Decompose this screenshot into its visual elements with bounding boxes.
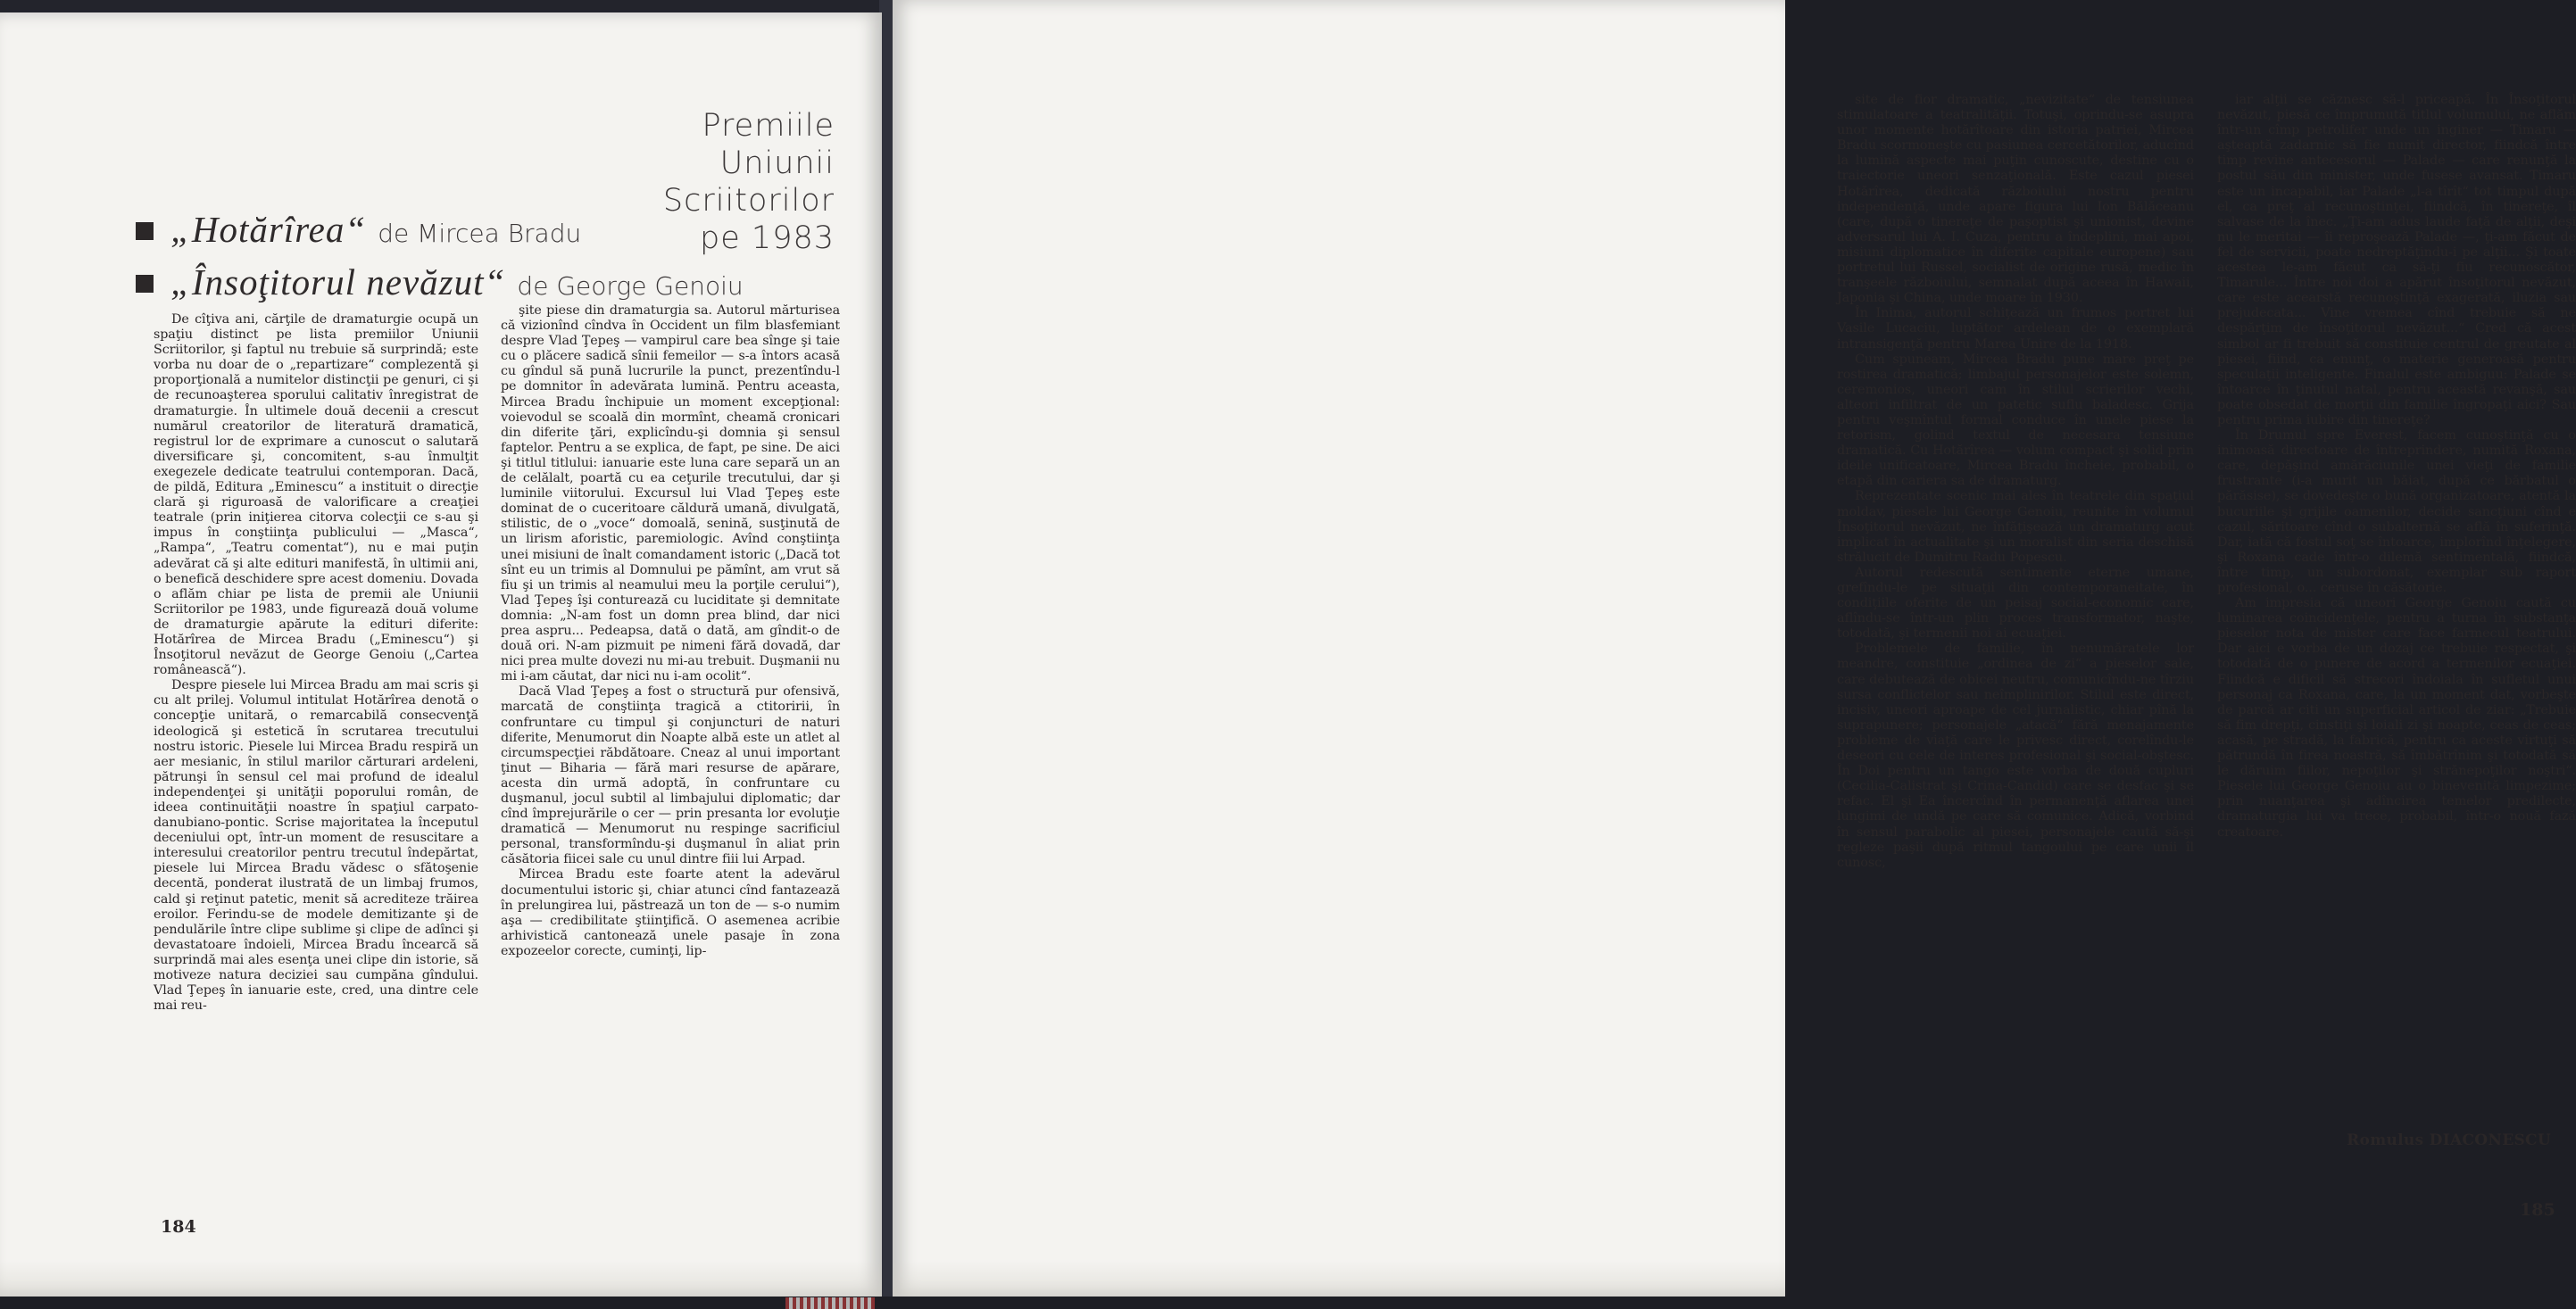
paragraph: Dacă Vlad Ţepeş a fost o structură pur ofensivă, marcată de conştiinţa tragică a ctitoririi, în confruntare cu timpul şi conjuncturi de naturi diferite, Menumorut din Noapte albă este un atlet al circumspecţiei răbdătoare. Cneaz al unui important ţinut — Biharia — fără mari resurse de apărare, acesta din urmă adoptă, în confruntare cu duşmanul, jocul subtil al limbajului diplomatic; dar cînd împrejurările o cer — prin presanta lor evoluţie dramatică — Menumorut nu respinge sacrificiul personal, transformîndu-şi duşmanul în aliat prin căsătoria fiicei sale cu unul dintre fiii lui Arpad. [501,684,840,867]
paragraph: De cîţiva ani, cărţile de dramaturgie ocupă un spaţiu distinct pe lista premiilor Uniunii Scriitorilor, şi faptul nu trebuie să surprindă; este vorba nu doar de o „repartizare“ complezentă şi proporţională a numitelor distincţii pe genuri, ci şi de recunoaşterea sporului calitativ înregistrat de dramaturgie. În ultimele două decenii a crescut numărul creatorilor de literatură dramatică, registrul lor de exprimare a cunoscut o salutară diversificare şi, concomitent, s-au înmulţit exegezele dedicate teatrului contemporan. Dacă, de pildă, Editura „Eminescu“ a instituit o direcţie clară şi riguroasă de valorificare a creaţiei teatrale (prin iniţierea citorva colecţii ce s-au şi impus în conştiinţa publicului — „Masca“, „Rampa“, „Teatru comentat“), nu e mai puţin adevărat că şi alte edituri manifestă, în ultimii ani, o benefică deschidere spre acest domeniu. Dovada o aflăm chiar pe lista de premii ale Uniunii Scriitorilor pe 1983, unde figurează două volume de dramaturgie apărute la edituri diferite: Hotărîrea de Mircea Bradu („Eminescu“) şi Însoţitorul nevăzut de George Genoiu („Cartea românească“). [154,312,478,678]
paragraph: În Drumul spre Everest, facem cunoştinţă cu o inimoasă directoare de întreprindere, numită Roxana, care, depăşind amărăciunile unei vieţi de familie frustrante (i-a murit un băiat, după ce bărbatul o părăsise), se dovedeşte o bună organizatoare, atentă la bucuriile şi grijile oamenilor, decide sancţiuni cînd e cazul, săritoare cînd o subalternă se află în suferinţă. Dar, iată că fostul soţ se întoarce, implorînd înţelegere, şi Roxana cade într-o dilemă sentimentală, fiindcă, între timp, un subordonat, exemplar sub raport profesional, o... ceruse în căsătorie. [2217,428,2576,595]
paragraph: Reprezentate scenic mai ales în teatrele din spaţiul moldav, piesele lui George Genoiu, reunite în volumul Însoţitorul nevăzut, ne înfăţişează un dramaturg acut implicat în actualitate şi un moralist din seria deschisă strălucit de Dumitru Radu Popescu. [1837,489,2194,565]
paragraph: În Inima, autorul schiţează un frumos portret lui Vasile Lucaciu, luptător ardelean de o exemplară intransigenţă pentru Marea Unire de la 1918. [1837,306,2194,352]
left-page [0,12,882,1297]
text-column-2 [501,303,840,959]
paragraph: Am impresia că uneori George Genoiu caută cu luminarea coincidenţele, pentru a turna în substanţa pieselor nota de mister care face farmecul teatrului. Dar aici e vorba de un dozaj ce trebuie respectat, şi totodată de o punere de acord a termenilor ecuaţiei. Fiindcă e dificil să strecori îndoiala în sufletul unui personaj ca Roxana, care, la un moment dat, vorbeşte de parcă ar citi un superficial articol de ziar: „Trebuie să fim drepţi, cinstiţi şi loiali zi şi noapte, ceas de ceas; acasă, pe stradă, la fabrică, pentru ca aceste virtuţi să pătrundă în firea noastră, să îmbătrînim şi totodată să le dăruim fiilor, nepoţilor şi strănepoţilor noştri“. Piesele lui George Genoiu au o binevenită limpezime; prin nuanţarea şi adîncirea temelor predilecte, dramaturgia lui va trece, probabil, într-o nouă fază creatoare. [2217,596,2576,840]
paragraph: Cum spuneam, Mircea Bradu pune mare preţ pe rostirea dramatică; limbajul personajelor este solemn, ceremonios, uneori cam în stilul scrierilor vechi, alteori infiltrat de un patetic suflu baladesc. Grija pentru veşmîntul formal conduce în unele piese la retorism, golind textul de necesara tensiune dramatică. Cu Hotărîrea — volum compact şi solid prin ideile unificatoare, Mircea Bradu încheie, probabil, o etapă din cariera sa de dramaturg. [1837,352,2194,489]
page-number: 184 [161,1217,196,1237]
work-title: „Hotărîrea“ [170,209,367,250]
paragraph: iar alţii se căznesc să-l priceapă. În Însoţitorul nevăzut, piesă ce împrumută titlul volumului, ne aflăm într-un cîmp petrolifer unde un inginer — Timaru — aşteaptă zadarnic să fie numit director, fiindcă între timp revine antecesorul — Palade — care renunţă la postul său din minister, unde fusese avansat. Timaru este un incapabil, iar Palade „l-a tîrît“ tot timpul după el, ca preţ al recunoştinţei, fiindcă, în tinereţe, îl salvase de la înec. „Ţi-am adus laude faţă de alţii, deşi nu le meritai — îi reproşează Palade —, ţi-am făcut de fel de servicii, poate nedreptăţindu-i pe alţii... Şi toate acestea le-am făcut ca să-ţi fiu recunoscător, Timarule... Între noi doi a apărut însoţitorul nevăzut, care este acearstă recunoştinţă exagerată, iluzia sau prejudecata... Vine vremea cînd trebuie să ne despărţim de însoţitorul nevăzut...“ Cred că acest simbol ar fi trebuit să constituie centrul de greutate al piesei, fiind, ca enunţ, o materie generoasă pentru speculaţii inteligente. Finalul este ambiguu: Palade se întoarce în ţinutul natal, pentru această revanşă, sau poate obsedat de morţii din familie îngropaţi aici? Sau pentru prima iubire din tinereţe? [2217,93,2576,427]
work-author: de George Genoiu [517,271,744,301]
heading-line-3: pe 1983 [700,220,835,256]
text-column-3 [1837,93,2194,871]
heading-line-1: Premiile [702,108,835,144]
text-column-1 [154,312,478,1014]
article-author-signature: Romulus DIACONESCU [2347,1131,2551,1149]
paragraph: Problemele de familie, în nenumăratele lor meandre, constituie „ordinea de zi“ a pieselor sale, care debutează de obicei neutru, comunicîndu-ne tîrziu sursa conflictelor sau neîmplinirilor. Stilul este direct, incisiv, uneori aproape de cel jurnalistic, chiar pînă la suprapunere; personajele „atacă“ fără menajamente probleme de viaţă care le privesc direct, corelîndu-le deseori cu cele de interes profesional şi social-obştesc. În Doi pentru un tango este vorba de două cupluri (Cecilia-Calistrat şi Crina-Candid) care se desfac şi se refac. El şi Ea încercînd în permanenţă aflarea unei lungimi de undă pe care să comunice. Adică, vorbind în sensul parabolic al piesei, personajele caută să-şi regleze paşii după ritmul tangoului pe care unii îl cunosc, [1837,642,2194,870]
page-shadow [893,1261,1785,1297]
page-shadow [0,1261,882,1297]
work-title-row-2 [136,261,850,303]
work-author: de Mircea Bradu [378,219,582,248]
paragraph: şite piese din dramaturgia sa. Autorul mărturisea că vizionînd cîndva în Occident un film blasfemiant despre Vlad Ţepeş — vampirul care bea sînge şi taie cu o plăcere sadică sînii femeilor — s-a întors acasă cu gîndul să pună lucrurile la punct, prezentîndu-l pe domnitor în adevărata lumină. Pentru aceasta, Mircea Bradu închipuie un moment excepţional: voievodul se scoală din mormînt, cheamă cronicari din diferite ţări, explicîndu-şi domnia şi sensul faptelor. Pentru a se explica, de fapt, pe sine. De aici şi titlul titlului: ianuarie este luna care separă un an de celălalt, poartă cu ea ceţurile trecutului, dar şi luminile viitorului. Excursul lui Vlad Ţepeş este dominat de o cuceritoare căldură umană, divulgată, stilistic, de o „voce“ domoală, senină, susţinută de un lirism aforistic, paremiologic. Avînd conştiinţa unei misiuni de înalt comandament istoric („Dacă tot sînt eu un trimis al Domnului pe pămînt, am vrut să fiu şi un trimis al neamului meu la porţile cerului“), Vlad Ţepeş îşi conturează cu luciditate şi demnitate domnia: „N-am fost un domn prea blind, dar nici prea aspru... Pedeapsa, dată o dată, am gîndit-o de două ori. N-am pizmuit pe nimeni fără dovadă, dar nici prea multe dovezi nu mi-au trebuit. Duşmanii nu mi i-am căutat, dar nici nu i-am ocolit“. [501,303,840,684]
text-column-4 [2217,93,2576,841]
right-page [893,0,2576,1297]
paragraph: Despre piesele lui Mircea Bradu am mai scris şi cu alt prilej. Volumul intitulat Hotărîrea denotă o concepţie unitară, o remarcabilă consecvenţă ideologică şi estetică în scrutarea trecutului nostru istoric. Piesele lui Mircea Bradu respiră un aer mesianic, în stilul marilor cărturari ardeleni, pătrunşi în sensul cel mai profund de idealul independenţei şi unităţii poporului român, de ideea continuităţii noastre în spaţiul carpato-danubiano-pontic. Scrise majoritatea la începutul deceniului opt, într-un moment de resuscitare a interesului creatorilor pentru trecutul îndepărtat, piesele lui Mircea Bradu vădesc o sfătoşenie decentă, ponderat ilustrată de un limbaj frumos, cald şi reţinut patetic, menit să acrediteze trăirea eroilor. Ferindu-se de modele demitizante şi de pendulările între clipe sublime şi clipe de adînci şi devastatoare îndoieli, Mircea Bradu încearcă să surprindă mai ales esenţa unei clipe din istorie, să motiveze natura deciziei sau cumpăna gîndului. Vlad Ţepeş în ianuarie este, cred, una dintre cele mai reu- [154,678,478,1014]
heading-line-2: Uniunii Scriitorilor [662,145,835,219]
page-number: 185 [2520,1200,2555,1220]
square-bullet-icon [136,222,154,240]
work-title: „Însoţitorul nevăzut“ [170,261,506,302]
square-bullet-icon [136,275,154,293]
paragraph: Autorul redescută sentimente eterne umane, grefîndu-le pe situaţii din contemporaneitate, în condiţiile oferite de un peisaj social-economic care, aflîndu-se într-un plin proces transformator, naşte, totodată, şi termenii noi ai ecuaţiei. [1837,565,2194,642]
work-title-row-1 [136,208,850,251]
paragraph: site de fior dramatic, „nevizitate“ de tensiunea stimulatoare a teatralităţii. Totuşi, oprindu-se asupra unor momente hotărîtoare din istoria patriei, Mircea Bradu scormoneşte cu pasiunea cercetătorilor, aducînd la lumină aspecte mai puţin cunoscute, destine cu o traiectorie uneori senzaţională. Este cazul piesei Hotărîrea, dedicată războiului nostru pentru independenţă, unde apare figura lui Ion Bălăceanu (care, după o tinereţe de paşoptist şi unionist, devine adversarul lui A. I. Cuza, pentru a îndeplini, mai apoi, misiuni diplomatice în diferite capitale europene) sau portretul lui Russel, socialist de origine rusă, medic în tranşeele războiului, semnalat după aceea în Hawaii, Japonia şi China, unde moare în 1930. [1837,93,2194,306]
bookmark-edge [785,1297,875,1309]
paragraph: Mircea Bradu este foarte atent la adevărul documentului istoric şi, chiar atunci cînd fantazează în prelungirea lui, păstrează un ton de — s-o numim aşa — credibilitate ştiinţifică. O asemenea acribie arhivistică cantonează unele pasaje în zona expozeelor corecte, cuminţi, lip- [501,867,840,958]
